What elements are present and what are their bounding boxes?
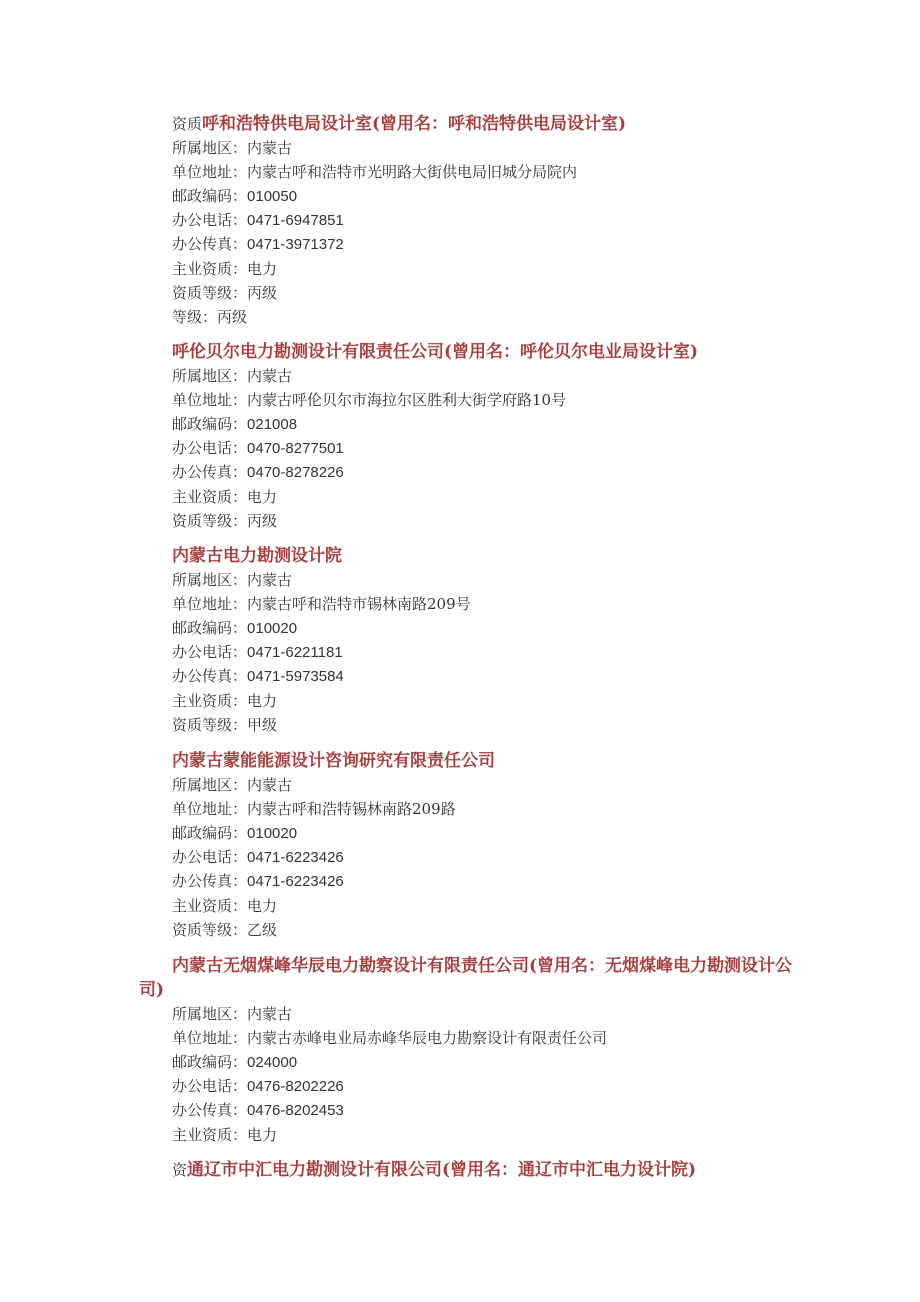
info-field — [172, 797, 456, 821]
company-name: 呼伦贝尔电力勘测设计有限责任公司(曾用名：呼伦贝尔电业局设计室) — [172, 342, 699, 362]
info-field — [172, 821, 297, 846]
info-field — [172, 485, 277, 509]
company-title — [139, 954, 799, 1002]
company-name: 内蒙古蒙能能源设计咨询研究有限责任公司 — [172, 751, 495, 771]
field-label: 所属地区： — [172, 1005, 248, 1023]
field-value: 0476-8202226 — [247, 1078, 344, 1096]
info-field — [172, 1074, 344, 1099]
field-value: 0471-3971372 — [247, 236, 344, 254]
field-value: 0471-6223426 — [247, 873, 344, 891]
info-field — [172, 845, 344, 870]
field-value: 010020 — [247, 825, 298, 843]
field-label: 邮政编码： — [172, 415, 248, 434]
company-name: 内蒙古无烟煤峰华辰电力勘察设计有限责任公司(曾用名：无烟煤峰电力勘测设计公司) — [139, 956, 793, 1000]
field-label: 所属地区： — [172, 367, 248, 385]
field-value: 电力 — [247, 487, 278, 506]
field-value: 内蒙古 — [247, 776, 293, 794]
info-field — [172, 509, 277, 533]
field-value: 内蒙古呼和浩特锡林南路209路 — [247, 800, 456, 819]
info-field — [172, 689, 277, 713]
company-name: 通辽市中汇电力勘测设计有限公司(曾用名：通辽市中汇电力设计院) — [187, 1160, 697, 1180]
field-label: 单位地址： — [172, 391, 248, 410]
info-field — [172, 664, 344, 689]
field-label: 所属地区： — [172, 776, 248, 794]
title-prefix: 资 — [172, 1161, 188, 1179]
field-value: 甲级 — [247, 715, 278, 734]
info-field — [172, 713, 277, 737]
info-field — [172, 592, 471, 616]
info-field — [172, 208, 344, 233]
field-label: 邮政编码： — [172, 187, 248, 206]
field-label: 办公电话： — [172, 439, 248, 458]
field-label: 主业资质： — [172, 691, 248, 710]
field-value: 内蒙古赤峰电业局赤峰华辰电力勘察设计有限责任公司 — [247, 1029, 608, 1048]
field-value: 021008 — [247, 416, 298, 434]
field-label: 单位地址： — [172, 163, 248, 182]
info-field — [172, 1123, 277, 1147]
info-field — [172, 894, 277, 918]
info-field — [172, 1098, 344, 1123]
field-value: 0476-8202453 — [247, 1102, 344, 1120]
field-value: 0470-8278226 — [247, 464, 344, 482]
info-field — [172, 281, 277, 305]
field-label: 办公传真： — [172, 872, 248, 891]
info-field — [172, 460, 344, 485]
field-label: 所属地区： — [172, 571, 248, 589]
field-label: 办公电话： — [172, 211, 248, 230]
company-title — [172, 1158, 812, 1182]
company-title — [172, 112, 812, 136]
info-field — [172, 869, 344, 894]
info-field — [172, 1026, 607, 1050]
field-label: 办公传真： — [172, 235, 248, 254]
field-value: 内蒙古呼伦贝尔市海拉尔区胜利大街学府路10号 — [247, 391, 567, 410]
field-label: 主业资质： — [172, 896, 248, 915]
field-label: 邮政编码： — [172, 824, 248, 843]
field-value: 内蒙古 — [247, 1005, 293, 1023]
field-value: 丙级 — [247, 511, 278, 530]
company-title — [172, 749, 812, 773]
info-field — [172, 364, 292, 388]
field-value: 0471-6221181 — [247, 644, 343, 662]
field-label: 单位地址： — [172, 800, 248, 819]
field-label: 办公传真： — [172, 667, 248, 686]
info-field — [172, 568, 292, 592]
field-value: 丙级 — [247, 283, 278, 302]
field-value: 内蒙古 — [247, 139, 293, 157]
field-label: 单位地址： — [172, 595, 248, 614]
info-field — [172, 436, 344, 461]
company-name: 呼和浩特供电局设计室(曾用名：呼和浩特供电局设计室) — [202, 114, 627, 134]
company-name: 内蒙古电力勘测设计院 — [172, 546, 342, 566]
company-title — [172, 340, 812, 364]
field-value: 电力 — [247, 259, 278, 278]
field-value: 0471-6947851 — [247, 212, 344, 230]
field-value: 乙级 — [247, 920, 278, 939]
field-label: 资质等级： — [172, 920, 248, 939]
field-value: 024000 — [247, 1054, 298, 1072]
info-field — [172, 184, 297, 209]
info-field — [172, 1050, 297, 1075]
field-label: 等级： — [172, 307, 218, 326]
field-label: 资质等级： — [172, 715, 248, 734]
field-value: 010020 — [247, 620, 298, 638]
field-value: 内蒙古 — [247, 571, 293, 589]
field-label: 主业资质： — [172, 487, 248, 506]
title-prefix: 资质 — [172, 115, 203, 133]
field-label: 所属地区： — [172, 139, 248, 157]
field-value: 内蒙古呼和浩特市锡林南路209号 — [247, 595, 471, 614]
info-field — [172, 773, 292, 797]
field-value: 电力 — [247, 896, 278, 915]
info-field — [172, 232, 344, 257]
field-label: 办公传真： — [172, 1101, 248, 1120]
field-label: 单位地址： — [172, 1029, 248, 1048]
field-label: 邮政编码： — [172, 619, 248, 638]
info-field — [172, 918, 277, 942]
info-field — [172, 257, 277, 281]
info-field — [172, 640, 343, 665]
field-value: 内蒙古 — [247, 367, 293, 385]
field-label: 资质等级： — [172, 511, 248, 530]
field-value: 电力 — [247, 691, 278, 710]
field-label: 主业资质： — [172, 1125, 248, 1144]
field-label: 办公电话： — [172, 643, 248, 662]
field-label: 邮政编码： — [172, 1053, 248, 1072]
info-field — [172, 616, 297, 641]
info-field — [172, 1002, 292, 1026]
field-value: 0471-5973584 — [247, 668, 344, 686]
field-value: 0470-8277501 — [247, 440, 344, 458]
field-label: 办公电话： — [172, 848, 248, 867]
field-label: 办公传真： — [172, 463, 248, 482]
company-title — [172, 544, 812, 568]
field-value: 电力 — [247, 1125, 278, 1144]
info-field — [172, 160, 577, 184]
info-field — [172, 412, 297, 437]
field-value: 内蒙古呼和浩特市光明路大街供电局旧城分局院内 — [247, 163, 578, 182]
field-value: 010050 — [247, 188, 298, 206]
field-label: 办公电话： — [172, 1077, 248, 1096]
info-field — [172, 388, 566, 412]
info-field — [172, 136, 292, 160]
field-label: 资质等级： — [172, 283, 248, 302]
field-value: 0471-6223426 — [247, 849, 344, 867]
field-label: 主业资质： — [172, 259, 248, 278]
field-value: 丙级 — [217, 307, 248, 326]
info-field — [172, 305, 247, 329]
